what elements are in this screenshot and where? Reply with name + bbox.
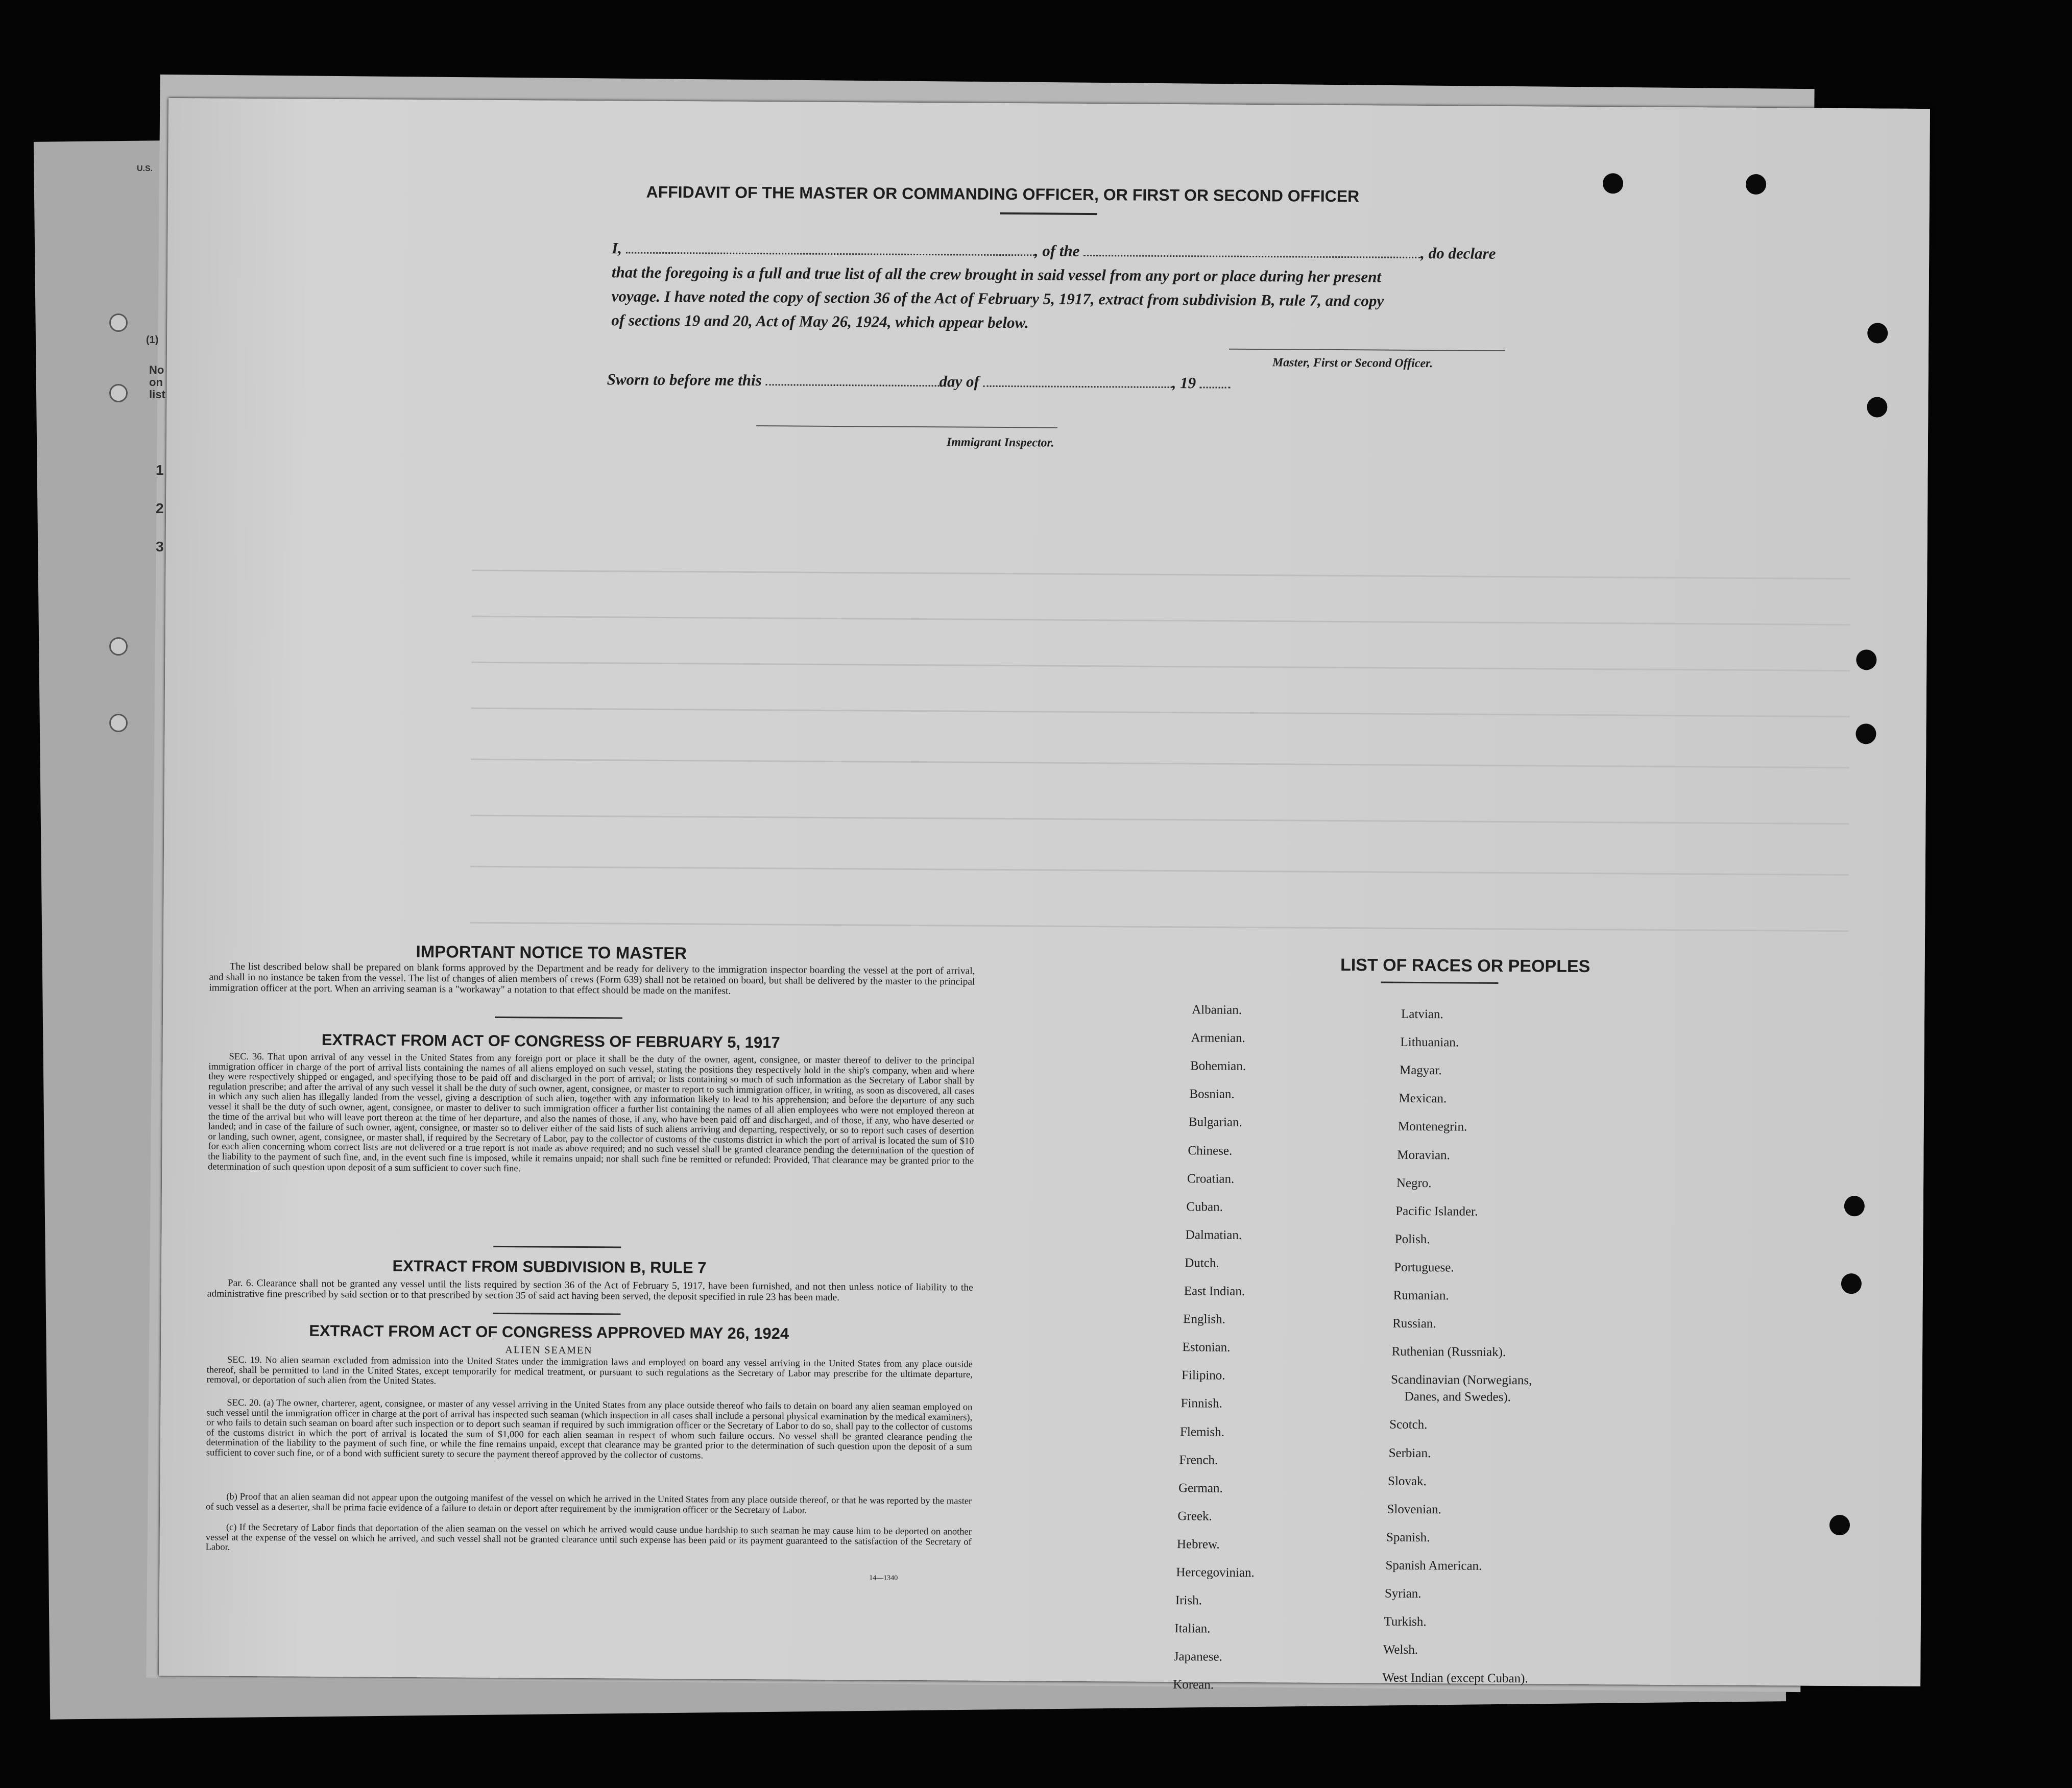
race-item: Portuguese. [1394, 1260, 1454, 1275]
punch-hole [109, 637, 128, 656]
alien-seamen-subtitle: ALIEN SEAMEN [505, 1344, 593, 1357]
affidavit-title: AFFIDAVIT OF THE MASTER OR COMMANDING OFFICER, OR FIRST OR SECOND OFFICER [646, 182, 1360, 206]
back-label: (1) [146, 334, 159, 346]
race-item: Japanese. [1173, 1650, 1222, 1664]
sec-20c-text: (c) If the Secretary of Labor finds that deportation of the alien seaman on the vessel on which he arrived would cause undue hardship to such seaman he may cause him to be deported on another vessel at the expense of the vessel on which he arrived, and such vessel shall not be granted clearance until such expense has been paid or its payment guaranteed to the satisfaction of the Secretary of Labor. [205, 1522, 972, 1553]
month-blank[interactable] [983, 376, 1172, 388]
race-item: Filipino. [1182, 1368, 1225, 1383]
name-blank[interactable] [626, 243, 1034, 256]
race-item: Negro. [1396, 1176, 1432, 1190]
divider [493, 1246, 621, 1248]
back-label: 2 [156, 500, 164, 516]
punch-hole [1856, 723, 1876, 744]
race-item: Chinese. [1188, 1143, 1233, 1158]
race-item: Latvian. [1401, 1007, 1443, 1022]
year-blank[interactable] [1200, 377, 1231, 388]
race-item: Irish. [1175, 1593, 1202, 1608]
inspector-signature-label: Immigrant Inspector. [946, 436, 1054, 450]
day-blank[interactable] [765, 375, 939, 386]
punch-hole [109, 384, 128, 402]
title-underline [1000, 212, 1097, 215]
race-item: Moravian. [1397, 1148, 1450, 1162]
race-item: Polish. [1394, 1232, 1430, 1246]
punch-hole [1829, 1515, 1850, 1535]
race-item: Ruthenian (Russniak). [1391, 1344, 1506, 1360]
punch-hole [1844, 1196, 1865, 1216]
affidavit-body [611, 236, 1715, 339]
race-item: Hebrew. [1176, 1537, 1220, 1552]
race-item: English. [1183, 1312, 1225, 1326]
form-number: 14—1340 [869, 1574, 898, 1582]
race-item: Dutch. [1185, 1256, 1219, 1270]
bleed-through-line [471, 708, 1850, 717]
divider [495, 1017, 622, 1019]
races-title: LIST OF RACES OR PEOPLES [1340, 955, 1591, 977]
race-item: Russian. [1392, 1316, 1436, 1331]
subdivision-title: EXTRACT FROM SUBDIVISION B, RULE 7 [392, 1257, 707, 1277]
race-item: Cuban. [1186, 1199, 1223, 1214]
race-item: Flemish. [1179, 1424, 1224, 1439]
race-item: East Indian. [1184, 1284, 1245, 1298]
race-item: Serbian. [1388, 1446, 1431, 1460]
bleed-through-line [470, 815, 1849, 825]
subdivision-text: Par. 6. Clearance shall not be granted any vessel until the lists required by section 36 of the Act of February 5, 1917, have been furnished, and not then unless notice of liability to the administrative fine prescribed by said section or to that prescribed by section 35 of said act having been served, the deposit specified in rule 23 has been made. [207, 1277, 973, 1303]
punch-hole [109, 714, 128, 732]
race-item: Italian. [1174, 1622, 1211, 1636]
extract-1917-title: EXTRACT FROM ACT OF CONGRESS OF FEBRUARY 5, 1917 [321, 1030, 780, 1052]
race-item: Scotch. [1389, 1418, 1428, 1432]
crew-list-form-page [159, 98, 1930, 1692]
race-item: Spanish. [1386, 1530, 1430, 1544]
bleed-through-line [471, 759, 1849, 768]
bleed-through-line [472, 616, 1850, 625]
punch-hole [1856, 649, 1876, 670]
race-item: Magyar. [1399, 1063, 1442, 1078]
race-item: Finnish. [1180, 1396, 1222, 1411]
back-label: No [149, 364, 164, 376]
race-item: Greek. [1177, 1509, 1212, 1524]
back-label: 3 [156, 539, 164, 554]
notice-text: The list described below shall be prepared on blank forms approved by the Department and be ready for delivery to the immigration inspector boarding the vessel at the port of arrival, and shall in no instance be taken from the vessel. The list of changes of alien members of crews (Form 639) shall not be retained on board, but shall be delivered by the master to the principal immigration officer at the port. When an arriving seaman is a "workaway" a notation to that effect should be made on the manifest. [209, 961, 975, 997]
bleed-through-line [470, 866, 1849, 876]
notice-title: IMPORTANT NOTICE TO MASTER [416, 941, 687, 963]
race-item: Rumanian. [1393, 1288, 1449, 1303]
bleed-through-line [472, 570, 1850, 579]
race-item: Welsh. [1383, 1642, 1418, 1657]
race-item: Estonian. [1182, 1340, 1231, 1355]
sec-20a-text: SEC. 20. (a) The owner, charterer, agent, consignee, or master of any vessel arriving in the United States from any place outside thereof who fails to detain on board any alien seaman employed on such vessel until the immigration officer in charge at the port of arrival has inspected such seaman (which inspection in all cases shall include a personal physical examination by the medical examiners), or who fails to detain such seaman on board after such inspection or to deport such seaman if required by such immigration officer or the Secretary of Labor to do so, shall pay to the collector of customs of the customs district in which the port of arrival is located the sum of $1,000 for each alien seaman in respect of whom such failure occurs. No vessel shall be granted clearance pending the determination of the liability to the payment of such fine, or while the fine remains unpaid, except that clearance may be granted prior to the determination of such question upon the deposit of a sum sufficient to cover such fine, or of a bond with sufficient surety to secure the payment thereof approved by the collector of customs. [206, 1397, 973, 1461]
affidavit-line-4: of sections 19 and 20, Act of May 26, 1924, which appear below. [611, 311, 1029, 332]
punch-hole [1867, 323, 1888, 343]
sworn-line [607, 367, 1322, 396]
race-item: German. [1178, 1481, 1223, 1495]
race-item: Lithuanian. [1400, 1035, 1459, 1050]
sec-19-text: SEC. 19. No alien seaman excluded from admission into the United States under the immigration laws and employed on board any vessel arriving in the United States from any place outside thereof, shall be permitted to land in the United States, except temporarily for medical treatment, or pursuant to such regulations as the Secretary of Labor may prescribe for the ultimate departure, removal, or deportation of such alien from the United States. [206, 1355, 973, 1387]
punch-hole [1867, 397, 1887, 417]
race-item: Pacific Islander. [1395, 1204, 1478, 1219]
master-signature-line[interactable] [1229, 349, 1505, 351]
sworn-text: , 19 [1172, 374, 1196, 392]
race-item: Slovak. [1388, 1474, 1427, 1488]
affidavit-text: , do declare [1420, 244, 1496, 262]
race-item: Bulgarian. [1188, 1115, 1242, 1130]
race-item: Hercegovinian. [1176, 1565, 1255, 1580]
extract-1917-text: SEC. 36. That upon arrival of any vessel in the United States from any foreign port or place it shall be the duty of the owner, agent, consignee, or master thereof to deliver to the principal immigration officer in charge of the port of arrival lists containing the names of all aliens employed on such vessel, stating the positions they respectively hold in the ship's company, when and where they were respectively shipped or engaged, and specifying those to be paid off and discharged in the port of arrival; or lists containing so much of such information as the Secretary of Labor shall by regulation prescribe; and after the arrival of any such vessel it shall be the duty of such owner, agent, consignee, or master to report to such immigration officer, in writing, as soon as discovered, all cases in which any such alien has illegally landed from the vessel, giving a description of such alien, together with any information likely to lead to his apprehension; and before the departure of any such vessel it shall be the duty of such owner, agent, consignee, or master to deliver to such immigration officer a further list containing the names of all alien employees who were not employed thereon at the time of the arrival but who will leave port thereon at the time of her departure, and also the names of those, if any, who have been paid off and discharged, and of those, if any, who have deserted or landed; and in case of the failure of such owner, agent, consignee, or master so to deliver either of the said lists of such aliens arriving and departing, respectively, or so to report such cases of desertion or landing, such owner, agent, consignee, or master shall, if required by the Secretary of Labor, pay to the collector of customs of the customs district in which the port of arrival is located the sum of $10 for each alien concerning whom correct lists are not delivered or a true report is not made as above required; and no such vessel shall be granted clearance pending the determination of the question of the liability to the payment of such fine, and, in the event such fine is imposed, while it remains unpaid; nor shall such fine be remitted or refunded: Provided, That clearance may be granted prior to the determination of such question upon deposit of a sum sufficient to cover such fine. [208, 1051, 975, 1174]
race-item: Mexican. [1399, 1092, 1447, 1106]
affidavit-text: I, [612, 239, 622, 257]
race-item: Albanian. [1192, 1003, 1242, 1017]
race-item: Korean. [1173, 1678, 1214, 1692]
race-item: West Indian (except Cuban). [1382, 1671, 1528, 1686]
race-item: Slovenian. [1387, 1502, 1441, 1516]
race-item: Montenegrin. [1398, 1120, 1467, 1134]
back-label: 1 [156, 462, 164, 478]
back-label: on [149, 376, 163, 389]
extract-1924-title: EXTRACT FROM ACT OF CONGRESS APPROVED MAY 26, 1924 [309, 1321, 789, 1343]
race-item: Bohemian. [1190, 1059, 1246, 1074]
punch-hole [1841, 1273, 1862, 1294]
divider [493, 1313, 620, 1315]
race-item: Croatian. [1187, 1171, 1235, 1186]
race-item: Bosnian. [1189, 1087, 1235, 1102]
race-item: Scandinavian (Norwegians, [1391, 1372, 1532, 1388]
affidavit-line-2: that the foregoing is a full and true list of all the crew brought in said vessel from any port or place during her present [611, 263, 1382, 286]
sworn-text: day of [939, 372, 979, 391]
back-label: list [149, 388, 165, 401]
bleed-through-line [471, 662, 1850, 671]
sec-20b-text: (b) Proof that an alien seaman did not appear upon the outgoing manifest of the vessel on which he arrived in the United States from any place outside thereof, or that he was reported by the master of such vessel as a deserter, shall be prima facie evidence of a failure to detain or deport after requirement by the immigration officer or the Secretary of Labor. [206, 1491, 972, 1516]
race-item: French. [1179, 1453, 1218, 1467]
inspector-signature-line[interactable] [756, 425, 1057, 428]
affidavit-line-3: voyage. I have noted the copy of section 36 of the Act of February 5, 1917, extract from subdivision B, rule 7, and copy [611, 287, 1384, 310]
race-item: Spanish American. [1385, 1558, 1482, 1573]
punch-hole [109, 313, 128, 332]
bleed-through-line [470, 922, 1848, 932]
race-item: Turkish. [1384, 1614, 1427, 1629]
vessel-blank[interactable] [1083, 246, 1420, 258]
divider [1381, 982, 1498, 984]
master-signature-label: Master, First or Second Officer. [1272, 356, 1433, 371]
race-item: Syrian. [1384, 1586, 1422, 1601]
race-item: Dalmatian. [1185, 1228, 1242, 1242]
back-label: U.S. [137, 164, 153, 173]
sworn-text: Sworn to before me this [607, 370, 762, 390]
affidavit-text: , of the [1034, 241, 1080, 260]
race-item: Danes, and Swedes). [1404, 1390, 1511, 1405]
race-item: Armenian. [1191, 1031, 1245, 1046]
